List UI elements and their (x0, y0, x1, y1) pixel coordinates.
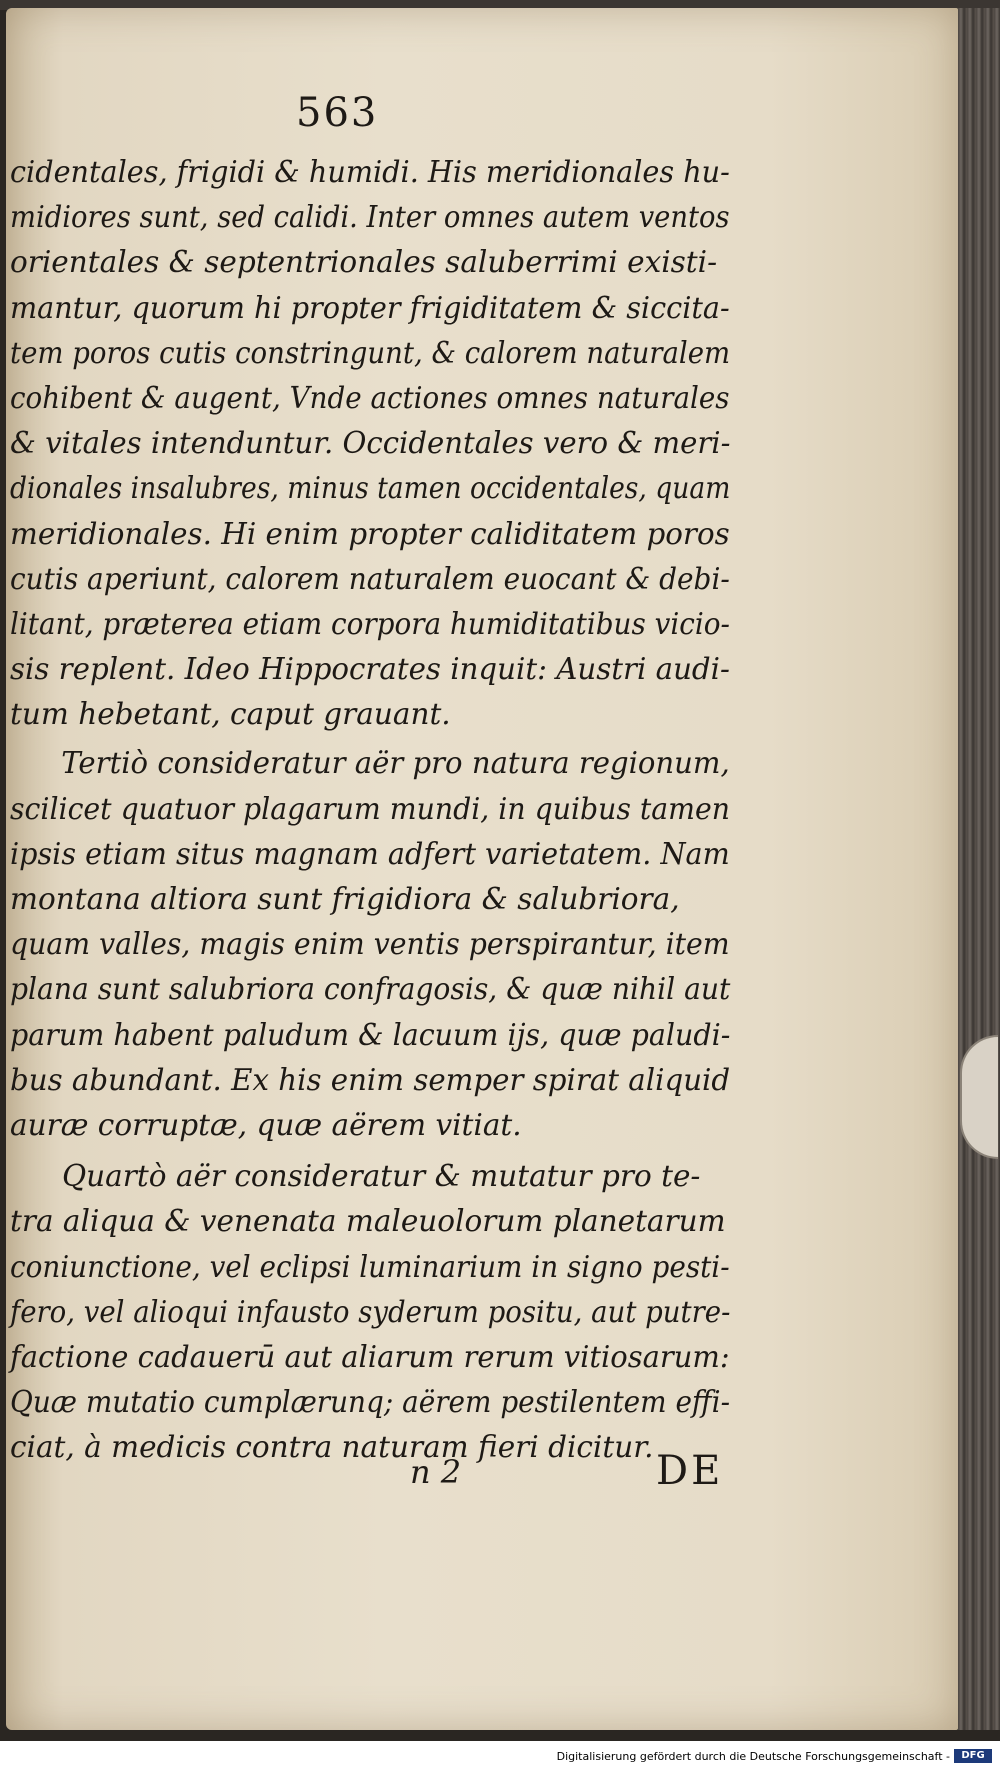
footer-credit: Digitalisierung gefördert durch die Deutsche Forschungsgemeinschaft - (556, 1750, 950, 1763)
book-fore-edge (958, 8, 1000, 1730)
text-line: Quæ mutatio cumplærunq; aërem pestilentem effi- (10, 1385, 731, 1420)
text-line: auræ corruptæ, quæ aërem vitiat. (10, 1107, 522, 1142)
clasp-icon (960, 1035, 998, 1159)
text-line: cohibent & augent, Vnde actiones omnes naturales (10, 380, 730, 415)
page-number: 563 (296, 90, 379, 136)
dfg-logo: DFG (954, 1749, 992, 1763)
text-line: orientales & septentrionales saluberrimi existi- (10, 245, 718, 280)
text-line: sis replent. Ideo Hippocrates inquit: Austri audi- (10, 652, 730, 687)
body-text (10, 150, 730, 1470)
text-line: plana sunt salubriora confragosis, & quæ nihil aut (10, 972, 731, 1007)
text-line: coniunctione, vel eclipsi luminarium in signo pesti- (10, 1249, 730, 1284)
text-line: & vitales intenduntur. Occidentales vero & meri- (10, 426, 731, 461)
text-line: cutis aperiunt, calorem naturalem euocant & debi- (10, 561, 730, 596)
text-line: quam valles, magis enim ventis perspirantur, item (10, 927, 730, 962)
text-line: fero, vel alioqui infausto syderum positu, aut putre- (10, 1294, 731, 1329)
signature-mark: n 2 (410, 1453, 462, 1491)
text-line: factione cadauerū aut aliarum rerum vitiosarum: (10, 1339, 730, 1374)
text-line: parum habent paludum & lacuum ijs, quæ paludi- (10, 1017, 731, 1052)
text-line: cidentales, frigidi & humidi. His meridionales hu- (10, 155, 730, 189)
text-line: bus abundant. Ex his enim semper spirat aliquid (10, 1062, 731, 1097)
text-line: midiores sunt, sed calidi. Inter omnes autem ventos (10, 200, 730, 235)
text-line: litant, præterea etiam corpora humiditatibus vicio- (10, 606, 730, 641)
text-line: Quartò aër consideratur & mutatur pro te- (62, 1159, 701, 1194)
text-line: tra aliqua & venenata maleuolorum planetarum (10, 1204, 726, 1239)
text-line: tem poros cutis constringunt, & calorem naturalem (10, 335, 731, 370)
text-line: montana altiora sunt frigidiora & salubriora, (10, 882, 680, 916)
text-line: dionales insalubres, minus tamen occidentales, quam (10, 471, 731, 506)
text-line: mantur, quorum hi propter frigiditatem & siccita- (10, 290, 730, 325)
text-line: tum hebetant, caput grauant. (10, 697, 451, 732)
text-line: Tertiò consideratur aër pro natura regionum, (61, 746, 730, 781)
text-line: ciat, à medicis contra naturam fieri dicitur. (10, 1430, 654, 1465)
catchword: DE (656, 1448, 724, 1494)
text-line: ipsis etiam situs magnam adfert varietatem. Nam (10, 836, 730, 871)
text-line: meridionales. Hi enim propter caliditatem poros (10, 516, 730, 551)
text-line: scilicet quatuor plagarum mundi, in quibus tamen (10, 791, 731, 826)
